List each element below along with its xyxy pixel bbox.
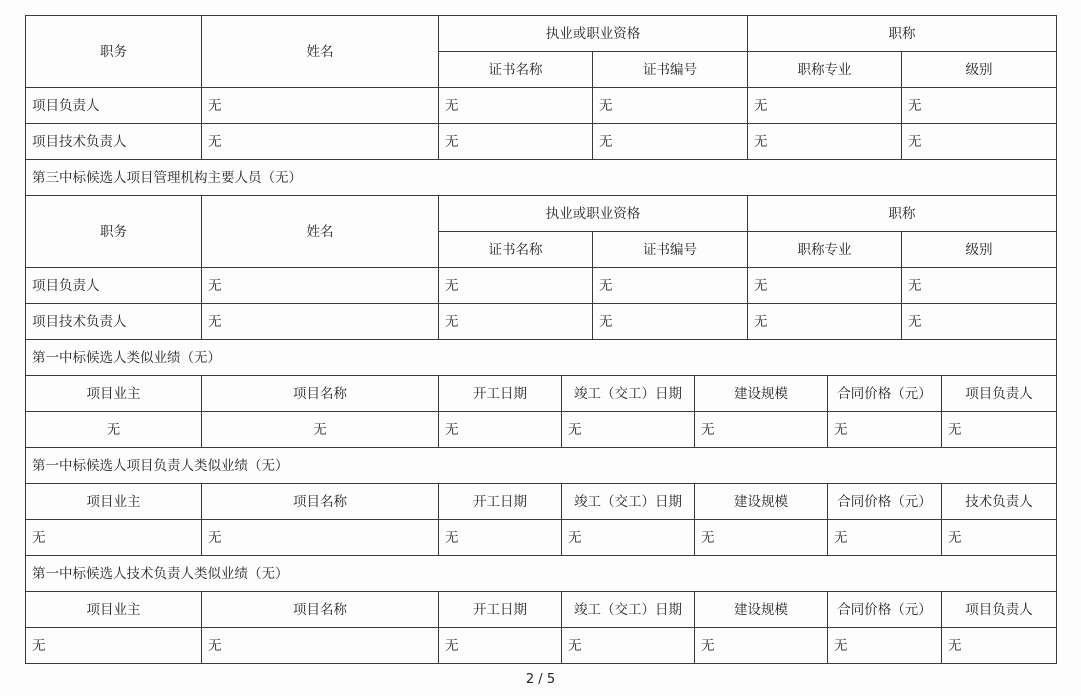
cell-technical-lead: 无 bbox=[942, 520, 1057, 556]
cell-name: 无 bbox=[202, 304, 439, 340]
cell-project-owner: 无 bbox=[26, 628, 202, 664]
section-header-row bbox=[26, 340, 1057, 376]
header-completion-date: 竣工（交工）日期 bbox=[562, 484, 695, 520]
table-row bbox=[26, 628, 1057, 664]
cell-level: 无 bbox=[902, 268, 1057, 304]
cell-name: 无 bbox=[202, 268, 439, 304]
cell-contract-price: 无 bbox=[828, 520, 942, 556]
table-header-row bbox=[26, 484, 1057, 520]
section-header-row bbox=[26, 160, 1057, 196]
header-cert-no: 证书编号 bbox=[593, 52, 748, 88]
table-header-row bbox=[26, 16, 1057, 52]
cell-cert-name: 无 bbox=[439, 268, 593, 304]
cell-name: 无 bbox=[202, 124, 439, 160]
section-header-row bbox=[26, 556, 1057, 592]
header-start-date: 开工日期 bbox=[439, 484, 562, 520]
table-row bbox=[26, 304, 1057, 340]
header-project-owner: 项目业主 bbox=[26, 592, 202, 628]
table-header-row bbox=[26, 376, 1057, 412]
cell-scale: 无 bbox=[695, 412, 828, 448]
cell-project-manager: 无 bbox=[942, 412, 1057, 448]
cell-project-name: 无 bbox=[202, 628, 439, 664]
cell-cert-name: 无 bbox=[439, 304, 593, 340]
header-project-name: 项目名称 bbox=[202, 484, 439, 520]
table-row bbox=[26, 268, 1057, 304]
page-number: 2 / 5 bbox=[525, 672, 556, 687]
cell-completion-date: 无 bbox=[562, 628, 695, 664]
section-first-candidate-tech-performance: 第一中标候选人技术负责人类似业绩（无） bbox=[26, 556, 1057, 592]
header-start-date: 开工日期 bbox=[439, 376, 562, 412]
cell-start-date: 无 bbox=[439, 520, 562, 556]
cell-project-name: 无 bbox=[202, 520, 439, 556]
header-level: 级别 bbox=[902, 52, 1057, 88]
cell-name: 无 bbox=[202, 88, 439, 124]
header-name: 姓名 bbox=[202, 16, 439, 88]
table-row bbox=[26, 88, 1057, 124]
header-project-manager: 项目负责人 bbox=[942, 592, 1057, 628]
cell-level: 无 bbox=[902, 304, 1057, 340]
table-header-row bbox=[26, 196, 1057, 232]
cell-level: 无 bbox=[902, 88, 1057, 124]
cell-project-manager: 无 bbox=[942, 628, 1057, 664]
cell-title-major: 无 bbox=[748, 124, 902, 160]
cell-duty: 项目负责人 bbox=[26, 88, 202, 124]
header-project-manager: 项目负责人 bbox=[942, 376, 1057, 412]
performance-table-2 bbox=[25, 483, 1057, 592]
cell-cert-no: 无 bbox=[593, 124, 748, 160]
header-start-date: 开工日期 bbox=[439, 592, 562, 628]
section-first-candidate-performance: 第一中标候选人类似业绩（无） bbox=[26, 340, 1057, 376]
cell-contract-price: 无 bbox=[828, 628, 942, 664]
section-third-candidate-staff: 第三中标候选人项目管理机构主要人员（无） bbox=[26, 160, 1057, 196]
header-title: 职称 bbox=[748, 16, 1057, 52]
header-completion-date: 竣工（交工）日期 bbox=[562, 592, 695, 628]
cell-scale: 无 bbox=[695, 520, 828, 556]
cell-level: 无 bbox=[902, 124, 1057, 160]
section-header-row bbox=[26, 448, 1057, 484]
table-row bbox=[26, 124, 1057, 160]
header-scale: 建设规模 bbox=[695, 592, 828, 628]
cell-cert-no: 无 bbox=[593, 268, 748, 304]
header-qualification: 执业或职业资格 bbox=[439, 16, 748, 52]
header-project-owner: 项目业主 bbox=[26, 376, 202, 412]
cell-project-owner: 无 bbox=[26, 412, 202, 448]
header-cert-name: 证书名称 bbox=[439, 232, 593, 268]
header-technical-lead: 技术负责人 bbox=[942, 484, 1057, 520]
header-name: 姓名 bbox=[202, 196, 439, 268]
header-title-major: 职称专业 bbox=[748, 52, 902, 88]
cell-duty: 项目负责人 bbox=[26, 268, 202, 304]
cell-cert-name: 无 bbox=[439, 124, 593, 160]
cell-cert-no: 无 bbox=[593, 304, 748, 340]
header-title: 职称 bbox=[748, 196, 1057, 232]
header-completion-date: 竣工（交工）日期 bbox=[562, 376, 695, 412]
performance-table-1 bbox=[25, 375, 1057, 484]
staff-table-2 bbox=[25, 195, 1057, 376]
header-contract-price: 合同价格（元） bbox=[828, 484, 942, 520]
header-contract-price: 合同价格（元） bbox=[828, 376, 942, 412]
cell-title-major: 无 bbox=[748, 304, 902, 340]
header-scale: 建设规模 bbox=[695, 376, 828, 412]
section-first-candidate-pm-performance: 第一中标候选人项目负责人类似业绩（无） bbox=[26, 448, 1057, 484]
staff-table-1 bbox=[25, 15, 1057, 196]
header-duty: 职务 bbox=[26, 16, 202, 88]
header-cert-no: 证书编号 bbox=[593, 232, 748, 268]
cell-scale: 无 bbox=[695, 628, 828, 664]
cell-start-date: 无 bbox=[439, 412, 562, 448]
performance-table-3 bbox=[25, 591, 1057, 664]
header-qualification: 执业或职业资格 bbox=[439, 196, 748, 232]
cell-contract-price: 无 bbox=[828, 412, 942, 448]
table-row bbox=[26, 412, 1057, 448]
header-project-owner: 项目业主 bbox=[26, 484, 202, 520]
cell-title-major: 无 bbox=[748, 268, 902, 304]
cell-title-major: 无 bbox=[748, 88, 902, 124]
header-title-major: 职称专业 bbox=[748, 232, 902, 268]
header-project-name: 项目名称 bbox=[202, 592, 439, 628]
cell-completion-date: 无 bbox=[562, 520, 695, 556]
bid-candidates-form bbox=[25, 15, 1056, 664]
header-duty: 职务 bbox=[26, 196, 202, 268]
table-header-row bbox=[26, 592, 1057, 628]
cell-project-owner: 无 bbox=[26, 520, 202, 556]
cell-start-date: 无 bbox=[439, 628, 562, 664]
cell-duty: 项目技术负责人 bbox=[26, 124, 202, 160]
header-contract-price: 合同价格（元） bbox=[828, 592, 942, 628]
table-row bbox=[26, 520, 1057, 556]
cell-project-name: 无 bbox=[202, 412, 439, 448]
cell-cert-name: 无 bbox=[439, 88, 593, 124]
cell-cert-no: 无 bbox=[593, 88, 748, 124]
header-cert-name: 证书名称 bbox=[439, 52, 593, 88]
header-scale: 建设规模 bbox=[695, 484, 828, 520]
cell-completion-date: 无 bbox=[562, 412, 695, 448]
header-project-name: 项目名称 bbox=[202, 376, 439, 412]
header-level: 级别 bbox=[902, 232, 1057, 268]
cell-duty: 项目技术负责人 bbox=[26, 304, 202, 340]
